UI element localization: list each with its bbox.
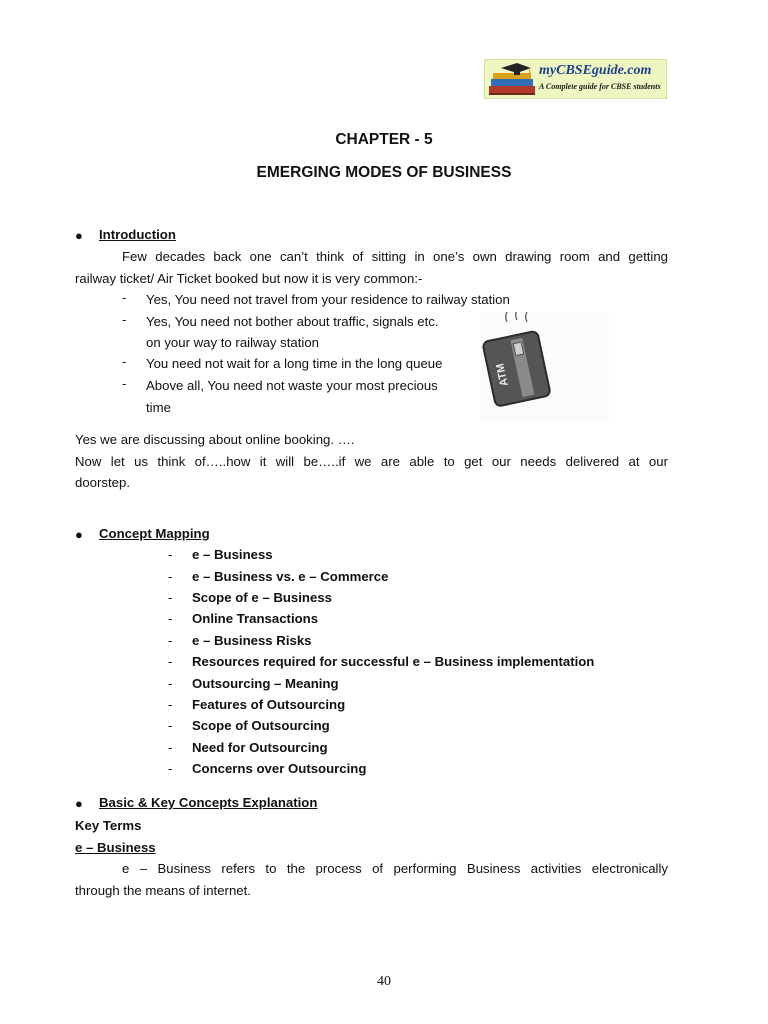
introduction-title: Introduction: [99, 227, 176, 242]
think-line-1: Now let us think of…..how it will be…..if we are able to get our needs delivered at our: [75, 454, 668, 469]
bullet-icon: ●: [75, 527, 83, 542]
dash-marker: -: [168, 740, 173, 755]
dash-marker: -: [122, 290, 127, 305]
intro-point: Yes, You need not bother about traffic, signals etc.: [146, 314, 439, 329]
concept-item: Need for Outsourcing: [192, 740, 328, 755]
dash-marker: -: [122, 376, 127, 391]
dash-marker: -: [168, 547, 173, 562]
intro-point: You need not wait for a long time in the long queue: [146, 356, 443, 371]
page-number: 40: [377, 974, 391, 989]
concept-mapping-title: Concept Mapping: [99, 526, 210, 541]
concept-item: Resources required for successful e – Business implementation: [192, 654, 595, 669]
atm-label: ATM: [494, 362, 511, 388]
discussing-line: Yes we are discussing about online booking. ….: [75, 432, 355, 447]
logo-tagline: A Complete guide for CBSE students: [539, 82, 661, 91]
intro-paragraph-line-1: Few decades back one can’t think of sitting in one’s own drawing room and getting: [122, 249, 668, 264]
dash-marker: -: [122, 354, 127, 369]
dash-marker: -: [168, 569, 173, 584]
logo-brand-text: myCBSEguide.com: [539, 63, 652, 78]
think-line-2: doorstep.: [75, 475, 130, 490]
dash-marker: -: [168, 611, 173, 626]
page-title: EMERGING MODES OF BUSINESS: [256, 164, 512, 181]
concept-item: Concerns over Outsourcing: [192, 761, 367, 776]
books-icon: [487, 62, 539, 98]
intro-point: Yes, You need not travel from your residence to railway station: [146, 292, 510, 307]
definition-line-2: through the means of internet.: [75, 883, 251, 898]
dash-marker: -: [168, 718, 173, 733]
concept-item: Features of Outsourcing: [192, 697, 346, 712]
term-heading: e – Business: [75, 840, 156, 855]
key-terms-heading: Key Terms: [75, 818, 142, 833]
dash-marker: -: [168, 697, 173, 712]
basic-concepts-title: Basic & Key Concepts Explanation: [99, 795, 318, 810]
dash-marker: -: [168, 633, 173, 648]
concept-item: Online Transactions: [192, 611, 319, 626]
concept-item: e – Business: [192, 547, 273, 562]
concept-item: Scope of e – Business: [192, 590, 332, 605]
bullet-icon: ●: [75, 228, 83, 243]
dash-marker: -: [168, 676, 173, 691]
definition-line-1: e – Business refers to the process of performing Business activities electronically: [122, 861, 668, 876]
atm-card-illustration: [481, 312, 609, 422]
intro-point-continuation: on your way to railway station: [146, 335, 319, 350]
concept-item: e – Business vs. e – Commerce: [192, 569, 389, 584]
intro-point-continuation: time: [146, 400, 171, 415]
dash-marker: -: [168, 761, 173, 776]
site-logo: [484, 59, 667, 99]
dash-marker: -: [168, 590, 173, 605]
concept-item: Outsourcing – Meaning: [192, 676, 339, 691]
intro-point: Above all, You need not waste your most precious: [146, 378, 438, 393]
dash-marker: -: [168, 654, 173, 669]
dash-marker: -: [122, 312, 127, 327]
bullet-icon: ●: [75, 796, 83, 811]
concept-item: Scope of Outsourcing: [192, 718, 330, 733]
concept-item: e – Business Risks: [192, 633, 312, 648]
chapter-heading: CHAPTER - 5: [335, 131, 433, 148]
intro-paragraph-line-2: railway ticket/ Air Ticket booked but now it is very common:-: [75, 271, 423, 286]
